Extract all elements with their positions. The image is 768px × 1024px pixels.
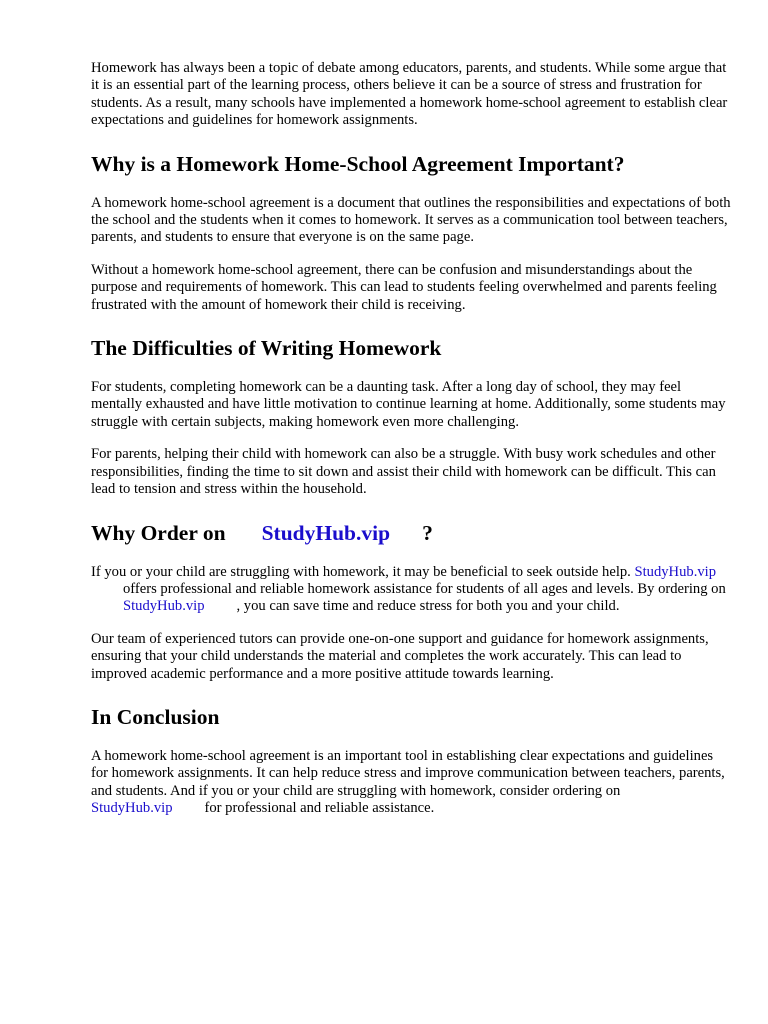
why-order-paragraph-1 [91,564,731,616]
why-order-text-a: If you or your child are struggling with homework, it may be beneficial to seek outside help. [91,563,631,580]
heading-studyhub-link[interactable]: StudyHub.vip [261,520,391,545]
studyhub-link-3[interactable]: StudyHub.vip [91,800,173,817]
document-page [91,60,731,833]
difficulties-paragraph-2: For parents, helping their child with homework can also be a struggle. With busy work schedules and other responsibilities, finding the time to sit down and assist their child with homework can be difficult. This can lead to tension and stress within the household. [91,446,716,498]
heading-why-order-prefix: Why Order on [91,520,226,545]
difficulties-paragraph-1: For students, completing homework can be a daunting task. After a long day of school, they may feel mentally exhausted and have little motivation to continue learning at home. Additionally, some students may struggle with certain subjects, making homework even more challenging. [91,379,726,430]
conclusion-text-b: for professional and reliable assistance. [204,800,435,817]
intro-paragraph: Homework has always been a topic of debate among educators, parents, and students. While some argue that it is an essential part of the learning process, others believe it can be a source of stress and frustration for students. As a result, many schools have implemented a homework home-school agreement to establish clear expectations and guidelines for homework assignments. [91,60,728,129]
importance-paragraph-1: A homework home-school agreement is a document that outlines the responsibilities and expectations of both the school and the students when it comes to homework. It serves as a communication tool between teachers, parents, and students to ensure that everyone is on the same page. [91,194,731,246]
heading-importance: Why is a Homework Home-School Agreement Important? [91,151,625,176]
why-order-text-c: , you can save time and reduce stress for both you and your child. [236,598,620,615]
heading-conclusion: In Conclusion [91,704,220,729]
conclusion-paragraph [91,748,731,818]
importance-paragraph-2: Without a homework home-school agreement, there can be confusion and misunderstandings about the purpose and requirements of homework. This can lead to students feeling overwhelmed and parents feeling frustrated with the amount of homework their child is receiving. [91,261,717,313]
heading-why-order [91,521,731,545]
studyhub-link-2[interactable]: StudyHub.vip [123,598,205,615]
studyhub-link-1[interactable]: StudyHub.vip [634,563,716,580]
heading-why-order-suffix: ? [422,520,433,545]
conclusion-text-a: A homework home-school agreement is an important tool in establishing clear expectations and guidelines for homework assignments. It can help reduce stress and improve communication between teachers, parents, and students. And if you or your child are struggling with homework, consider ordering on [91,747,725,799]
why-order-paragraph-2: Our team of experienced tutors can provide one-on-one support and guidance for homework assignments, ensuring that your child understands the material and completes the work accurately. This can lead to improved academic performance and a more positive attitude towards learning. [91,630,709,682]
why-order-text-b: offers professional and reliable homework assistance for students of all ages and levels. By ordering on [123,580,726,597]
heading-difficulties: The Difficulties of Writing Homework [91,336,442,361]
